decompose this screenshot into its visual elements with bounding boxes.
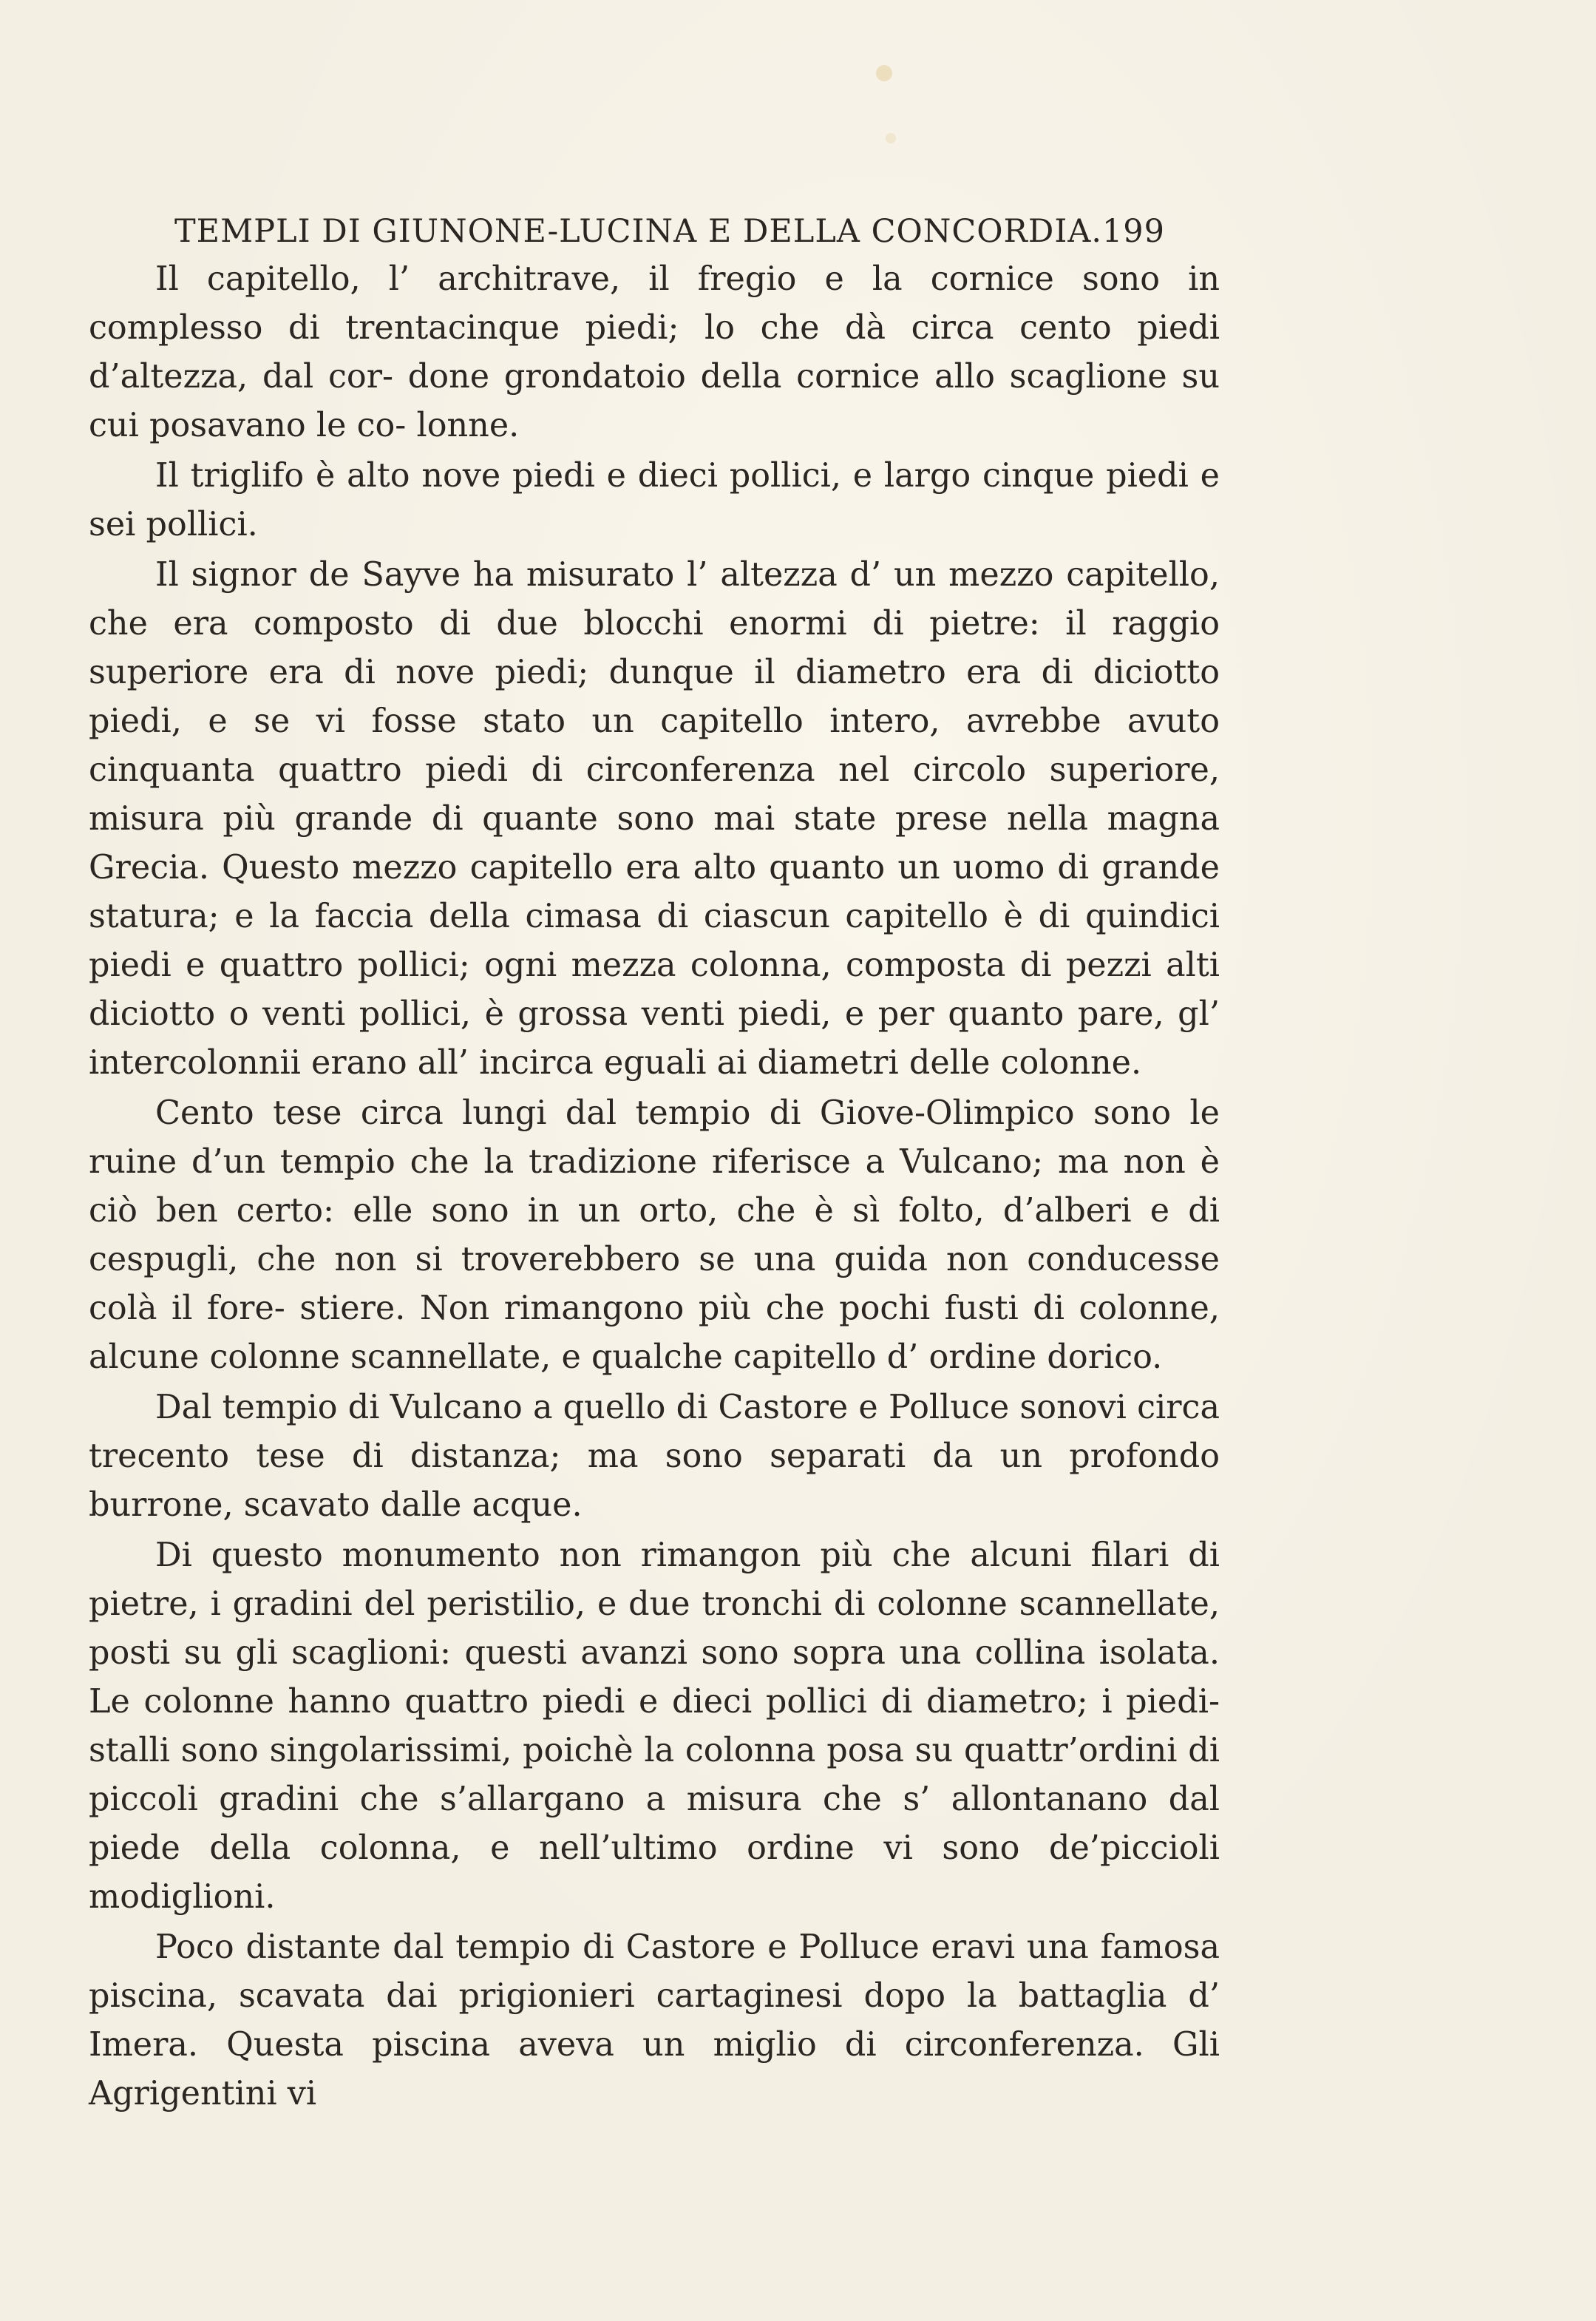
running-header: [174, 206, 1165, 257]
paragraph: Il capitello, l’ architrave, il fregio e la cornice sono in complesso di trentacinque piedi; lo che dà circa cento piedi d’altezza, dal cor- done grondatoio della cornice allo scaglione su cui posavano le co- lonne.: [89, 260, 1220, 444]
paragraph: Cento tese circa lungi dal tempio di Giove-Olimpico sono le ruine d’un tempio che la tradizione riferisce a Vulcano; ma non è ciò ben certo: elle sono in un orto, che è sì folto, d’alberi e di cespugli, che non si troverebbero se una guida non conducesse colà il fore- stiere. Non rimangono più che pochi fusti di colonne, alcune colonne scannellate, e qualche capitello d’ ordine dorico.: [89, 1094, 1220, 1376]
body-text: [89, 255, 1220, 2118]
page-number: 199: [1101, 213, 1165, 250]
paper-stain: [886, 133, 896, 143]
paragraph: Di questo monumento non rimangon più che alcuni filari di pietre, i gradini del peristilio, e due tronchi di colonne scannellate, posti su gli scaglioni: questi avanzi sono sopra una collina isolata. Le colonne hanno quattro piedi e dieci pollici di diametro; i piedi- stalli sono singolarissimi, poichè la colonna posa su quattr’ordini di piccoli gradini che s’allargano a misura che s’ allontanano dal piede della colonna, e nell’ultimo ordine vi sono de’piccioli modiglioni.: [89, 1536, 1220, 1916]
paragraph: Il signor de Sayve ha misurato l’ altezza d’ un mezzo capitello, che era composto di due blocchi enormi di pietre: il raggio superiore era di nove piedi; dunque il diametro era di diciotto piedi, e se vi fosse stato un capitello intero, avrebbe avuto cinquanta quattro piedi di circonferenza nel circolo superiore, misura più grande di quante sono mai state prese nella magna Grecia. Questo mezzo capitello era alto quanto un uomo di grande statura; e la faccia della cimasa di ciascun capitello è di quindici piedi e quattro pollici; ogni mezza colonna, composta di pezzi alti diciotto o venti pollici, è grossa venti piedi, e per quanto pare, gl’ intercolonnii erano all’ incirca eguali ai diametri delle colonne.: [89, 556, 1220, 1082]
running-title: TEMPLI DI GIUNONE-LUCINA E DELLA CONCORDIA.: [174, 213, 1103, 250]
paragraph: Il triglifo è alto nove piedi e dieci pollici, e largo cinque piedi e sei pollici.: [89, 457, 1220, 543]
paragraph: Poco distante dal tempio di Castore e Polluce eravi una famosa piscina, scavata dai prigionieri cartaginesi dopo la battaglia d’ Imera. Questa piscina aveva un miglio di circonferenza. Gli Agrigentini vi: [89, 1928, 1220, 2112]
paper-stain: [876, 65, 892, 81]
paragraph: Dal tempio di Vulcano a quello di Castore e Polluce sonovi circa trecento tese di distanza; ma sono separati da un profondo burrone, scavato dalle acque.: [89, 1389, 1220, 1524]
